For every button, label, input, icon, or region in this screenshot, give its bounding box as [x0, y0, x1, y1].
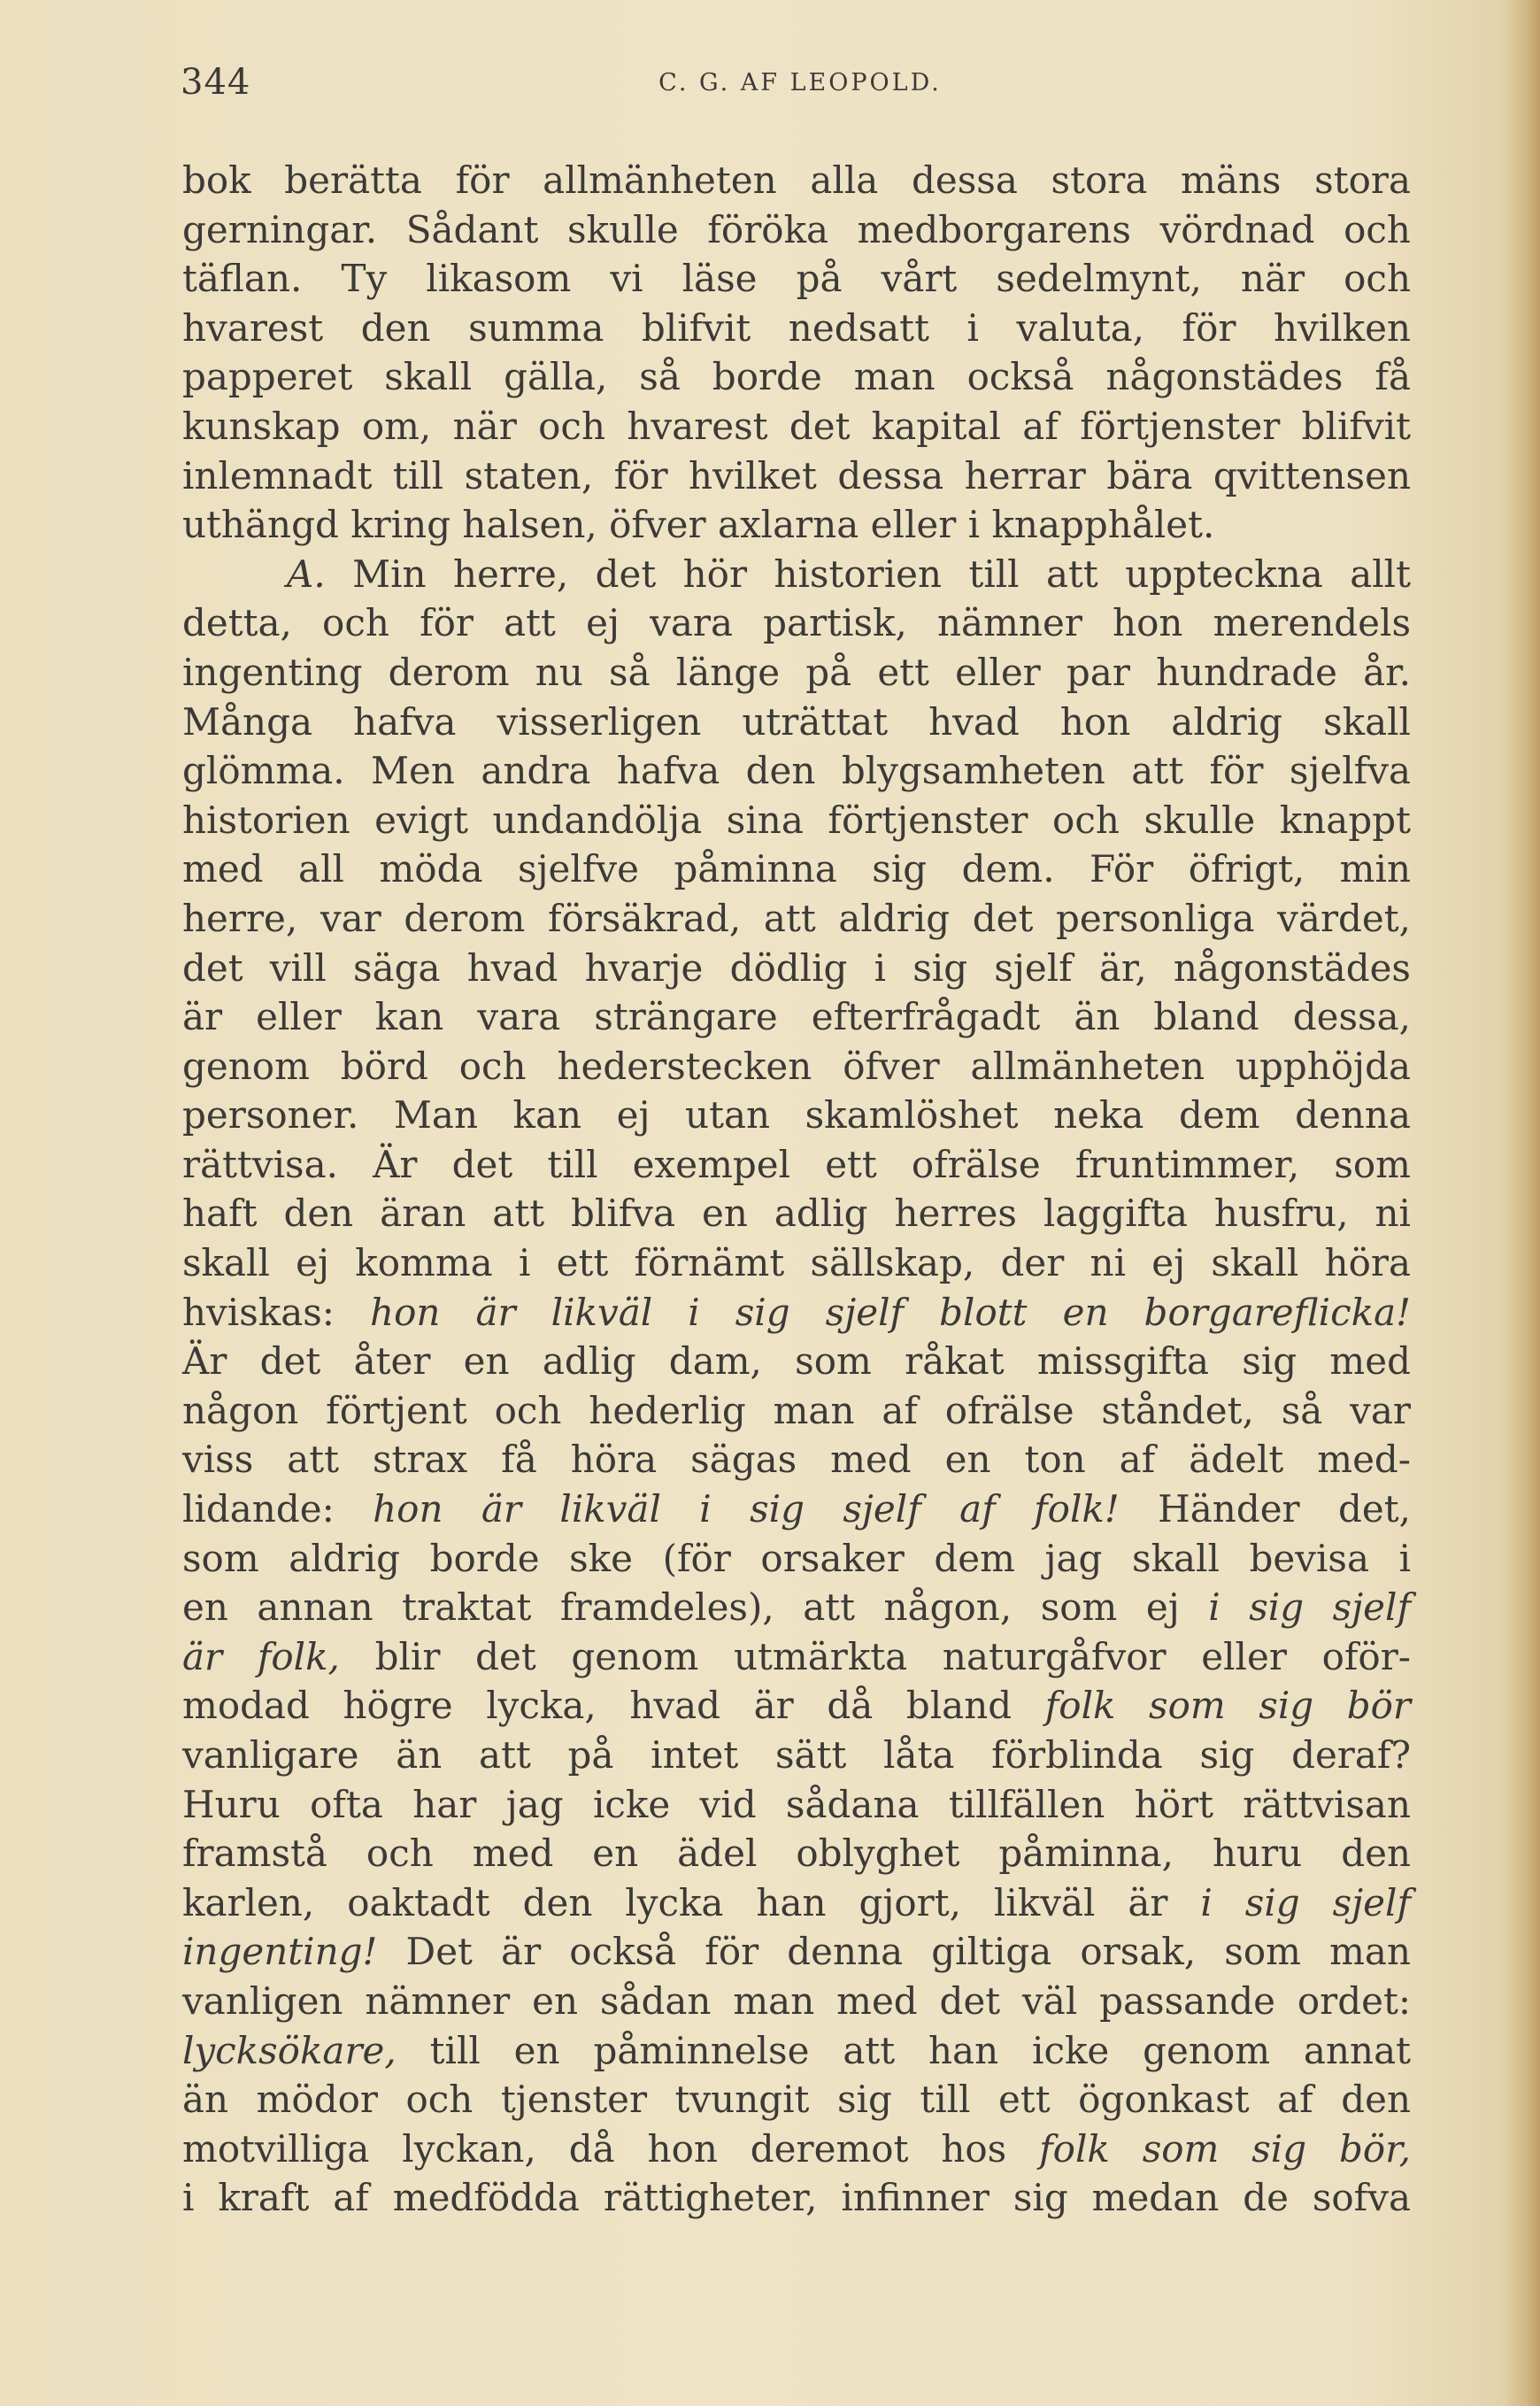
page-header [181, 62, 1420, 115]
text-line: detta, och för att ej vara partisk, nämner hon merendels [182, 601, 1411, 645]
text-line: glömma. Men andra hafva den blygsamheten att för sjelfva [182, 749, 1411, 793]
italic-phrase: ingenting! [182, 1930, 378, 1974]
text-line: någon förtjent och hederlig man af ofrälse ståndet, så var [182, 1388, 1411, 1432]
speaker-label: A. [287, 551, 326, 596]
text-line: historien evigt undandölja sina förtjenster och skulle knappt [182, 798, 1411, 842]
italic-phrase: är folk, [182, 1634, 340, 1678]
text-line: genom börd och hederstecken öfver allmänheten upphöjda [182, 1044, 1411, 1088]
text-line: bok berätta för allmänheten alla dessa stora mäns stora [182, 158, 1411, 202]
text-line: vanligen nämner en sådan man med det väl passande ordet: [182, 1978, 1411, 2023]
running-head: C. G. AF LEOPOLD. [658, 69, 942, 96]
text-line: ingenting derom nu så länge på ett eller par hundrade år. [182, 650, 1411, 694]
text-line: herre, var derom försäkrad, att aldrig det personliga värdet, [182, 896, 1411, 940]
italic-phrase: lycksökare, [182, 2028, 397, 2072]
text-line: vanligare än att på intet sätt låta förblinda sig deraf? [182, 1733, 1411, 1777]
text-line: framstå och med en ädel oblyghet påminna, huru den [182, 1831, 1411, 1876]
text-line: inlemnadt till staten, för hvilket dessa herrar bära qvittensen [182, 453, 1411, 497]
text-line: lidande: hon är likväl i sig sjelf af folk! Händer det, [182, 1487, 1411, 1531]
text-line: papperet skall gälla, så borde man också någonstädes få [182, 355, 1411, 399]
text-line: rättvisa. Är det till exempel ett ofrälse fruntimmer, som [182, 1142, 1411, 1186]
page-edge-shadow [1505, 0, 1540, 2406]
text-line: modad högre lycka, hvad är då bland folk som sig bör [182, 1684, 1411, 1728]
text-line: uthängd kring halsen, öfver axlarna eller i knapphålet. [182, 503, 1215, 547]
italic-phrase: hon är likväl i sig sjelf blott en borgareflicka! [370, 1290, 1412, 1334]
text-line: A. Min herre, det hör historien till att uppteckna allt [287, 551, 1411, 596]
text-line: är eller kan vara strängare efterfrågadt än bland dessa, [182, 995, 1411, 1039]
italic-phrase: folk som sig bör [1044, 1684, 1411, 1728]
text-line: är folk, blir det genom utmärkta naturgåfvor eller oför- [182, 1634, 1411, 1678]
text-line: hviskas: hon är likväl i sig sjelf blott en borgareflicka! [182, 1290, 1412, 1334]
text-line: Många hafva visserligen uträttat hvad hon aldrig skall [182, 699, 1411, 744]
text-line: motvilliga lyckan, då hon deremot hos folk som sig bör, [182, 2126, 1411, 2171]
text-line: än mödor och tjenster tvungit sig till ett ögonkast af den [182, 2078, 1411, 2122]
text-line: en annan traktat framdeles), att någon, som ej i sig sjelf [182, 1585, 1411, 1630]
italic-phrase: folk som sig bör, [1039, 2126, 1411, 2171]
italic-phrase: i sig sjelf [1200, 1880, 1411, 1924]
text-line: karlen, oaktadt den lycka han gjort, likväl är i sig sjelf [182, 1880, 1411, 1924]
text-line: hvarest den summa blifvit nedsatt i valuta, för hvilken [182, 305, 1411, 350]
text-line: täflan. Ty likasom vi läse på vårt sedelmynt, när och [182, 257, 1411, 301]
text-line: personer. Man kan ej utan skamlöshet neka dem denna [182, 1093, 1411, 1137]
text-line: viss att strax få höra sägas med en ton af ädelt med- [182, 1438, 1411, 1482]
text-line: Huru ofta har jag icke vid sådana tillfällen hört rättvisan [182, 1782, 1411, 1826]
text-line: skall ej komma i ett förnämt sällskap, der ni ej skall höra [182, 1241, 1411, 1285]
text-line: det vill säga hvad hvarje dödlig i sig sjelf är, någonstädes [182, 945, 1411, 990]
text-line: i kraft af medfödda rättigheter, infinner sig medan de sofva [182, 2176, 1411, 2220]
text-line: Är det åter en adlig dam, som råkat missgifta sig med [182, 1339, 1411, 1384]
italic-phrase: i sig sjelf [1208, 1585, 1411, 1630]
text-line: med all möda sjelfve påminna sig dem. För öfrigt, min [182, 847, 1411, 891]
text-line: gerningar. Sådant skulle föröka medborgarens vördnad och [182, 207, 1411, 251]
text-line: ingenting! Det är också för denna giltiga orsak, som man [182, 1930, 1411, 1974]
page-number: 344 [181, 62, 251, 103]
body-text [182, 156, 1411, 2223]
text-line: som aldrig borde ske (för orsaker dem jag skall bevisa i [182, 1536, 1411, 1580]
text-line: lycksökare, till en påminnelse att han icke genom annat [182, 2028, 1411, 2072]
text-line: kunskap om, när och hvarest det kapital af förtjenster blifvit [182, 404, 1411, 448]
text-line: haft den äran att blifva en adlig herres laggifta husfru, ni [182, 1191, 1411, 1236]
italic-phrase: hon är likväl i sig sjelf af folk! [373, 1487, 1120, 1531]
